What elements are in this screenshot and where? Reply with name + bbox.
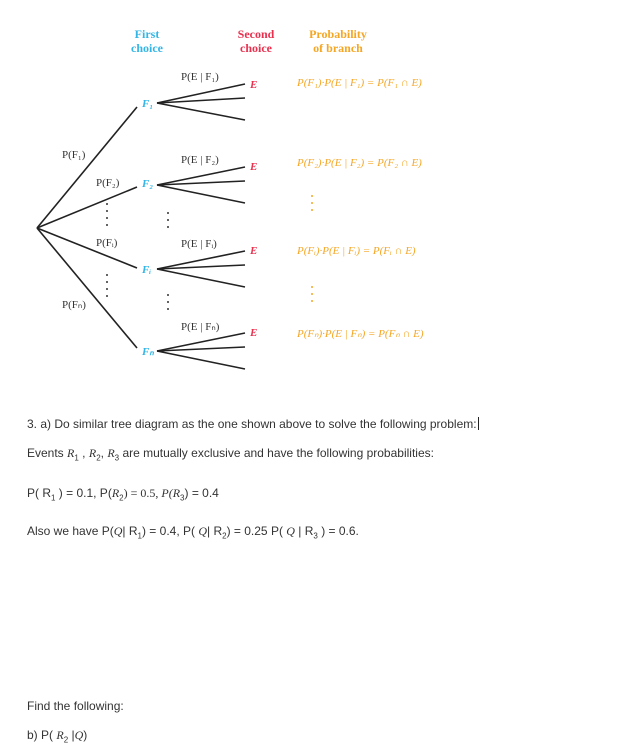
- event-e-4: E: [250, 327, 258, 339]
- fan-f2: [157, 167, 245, 203]
- events-line: Events $R_1$ , $R_2$, $R_3$ are mutually exclusive and have the following probabilities:: [27, 446, 434, 463]
- branch-root-f2: [37, 187, 137, 228]
- ellipsis-mid-2: [167, 294, 169, 310]
- header-probability-line2: of branch: [313, 41, 363, 55]
- label-p-e-given-fi: P(E | Fᵢ): [181, 238, 217, 250]
- label-p-f2: P(F₂): [96, 177, 120, 189]
- find-heading: Find the following:: [27, 699, 124, 713]
- ellipsis-left-2: [106, 274, 108, 297]
- branch-prob-2: P(F₂)·P(E | F₂) = P(F₂ ∩ E): [297, 157, 422, 169]
- ellipsis-right-2: [311, 286, 313, 302]
- label-p-fn: P(Fₙ): [62, 299, 86, 311]
- event-e-2: E: [250, 161, 258, 173]
- node-fi: Fᵢ: [142, 264, 152, 276]
- node-fn: Fₙ: [142, 346, 154, 358]
- ellipsis-mid-1: [167, 212, 169, 228]
- event-e-1: E: [250, 79, 258, 91]
- node-f2: F₂: [142, 178, 154, 190]
- header-second-choice-line2: choice: [240, 41, 272, 55]
- label-p-fi: P(Fᵢ): [96, 237, 118, 249]
- ellipsis-right-1: [311, 195, 313, 211]
- event-e-3: E: [250, 245, 258, 257]
- header-probability-line1: Probability: [309, 27, 367, 41]
- label-p-e-given-f2: P(E | F₂): [181, 154, 219, 166]
- label-p-f1: P(F₁): [62, 149, 86, 161]
- ellipsis-left-1: [106, 203, 108, 226]
- problem-heading: 3. a) Do similar tree diagram as the one shown above to solve the following problem:: [27, 417, 477, 431]
- header-first-choice-line1: First: [134, 27, 160, 41]
- branch-prob-4: P(Fₙ)·P(E | Fₙ) = P(Fₙ ∩ E): [297, 328, 424, 340]
- fan-f1: [157, 84, 245, 120]
- header-first-choice-line2: choice: [131, 41, 163, 55]
- fan-fn: [157, 333, 245, 369]
- branch-root-f1: [37, 107, 137, 228]
- label-p-e-given-fn: P(E | Fₙ): [181, 321, 220, 333]
- text-cursor: [478, 417, 479, 430]
- branch-prob-1: P(F₁)·P(E | F₁) = P(F₁ ∩ E): [297, 77, 422, 89]
- conditional-line: Also we have P(Q| $R_1) = 0.4$, P( Q| $R_2) = 0.25$ P( Q | $R_3$ ) = 0.6.: [27, 524, 359, 541]
- header-second-choice-line1: Second: [237, 27, 275, 41]
- node-f1: F₁: [142, 98, 154, 110]
- label-p-e-given-f1: P(E | F₁): [181, 71, 219, 83]
- branch-root-fn: [37, 228, 137, 348]
- question-b: b) P( $R_2$ |Q): [27, 728, 88, 745]
- branch-root-fi: [37, 228, 137, 268]
- fan-fi: [157, 251, 245, 287]
- probabilities-line: P( $R_1$ ) = 0.1, $P(R_2) = 0.5$, $P(R_3) = 0.4$: [27, 486, 219, 503]
- branch-prob-3: P(Fᵢ)·P(E | Fᵢ) = P(Fᵢ ∩ E): [297, 245, 416, 257]
